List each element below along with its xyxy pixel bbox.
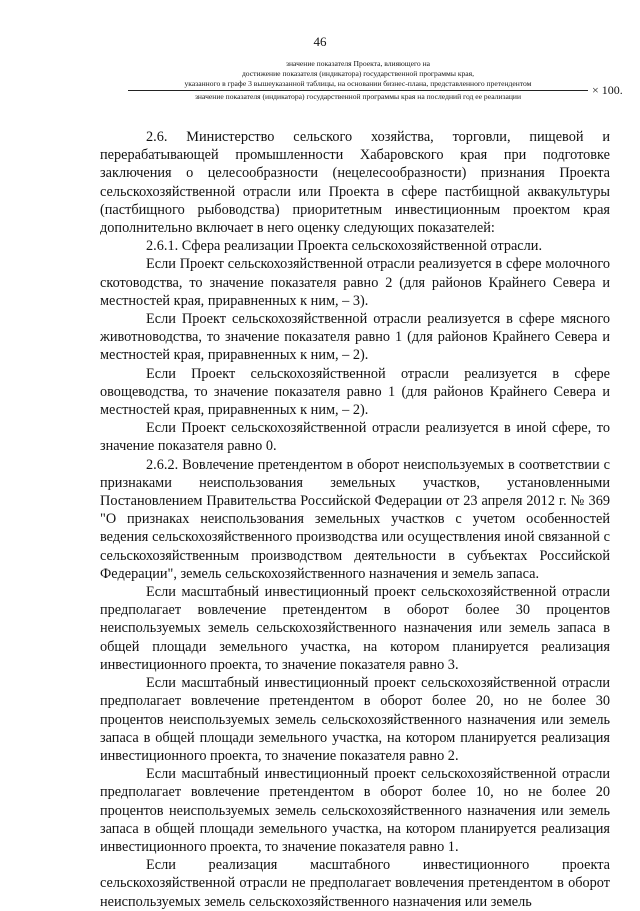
paragraph: 2.6. Министерство сельского хозяйства, торговли, пищевой и перерабатывающей промышленности Хабаровского края при подготовке заключения о целесообразности (нецелесообразности) признания Проекта сельскохозяйственной отрасли или Проекта в сфере пастбищной аквакультуры (пастбищного рыбоводства) приоритетным инвестиционным проектом края дополнительно включает в него оценку следующих показателей: — [100, 129, 610, 237]
paragraph: 2.6.1. Сфера реализации Проекта сельскохозяйственной отрасли. — [146, 238, 543, 255]
formula-numerator-line-3: указанного в графе 3 вышеуказанной таблицы, на основании бизнес-плана, представленного претендентом — [184, 79, 532, 88]
formula-multiplier: × 100. — [592, 83, 623, 97]
paragraph: Если масштабный инвестиционный проект сельскохозяйственной отрасли предполагает вовлечение претендентом в оборот более 30 процентов неиспользуемых земель сельскохозяйственного назначения или земель запаса в общей площади земельного участка, на котором планируется реализация инвестиционного проекта, то значение показателя равно 3. — [100, 584, 610, 673]
paragraph: Если Проект сельскохозяйственной отрасли реализуется в сфере овощеводства, то значение показателя равно 1 (для районов Крайнего Севера и местностей края, приравненных к ним, – 2). — [100, 365, 610, 419]
formula-numerator-line-2: достижение показателя (индикатора) государственной программы края, — [241, 69, 475, 78]
formula-numerator-line-1: значение показателя Проекта, влияющего на — [285, 59, 431, 68]
paragraph: Если Проект сельскохозяйственной отрасли реализуется в сфере молочного скотоводства, то значение показателя равно 2 (для районов Крайнего Севера и местностей края, приравненных к ним, – 3). — [100, 256, 610, 309]
paragraph: Если масштабный инвестиционный проект сельскохозяйственной отрасли предполагает вовлечение претендентом в оборот более 20, но не более 30 процентов неиспользуемых земель сельскохозяйственного назначения или земель запаса в общей площади земельного участка, на котором планируется реализация инвестиционного проекта, то значение показателя равно 2. — [100, 675, 610, 764]
page-number: 46 — [313, 34, 327, 49]
percentage-formula — [128, 59, 588, 102]
formula-denominator: значение показателя (индикатора) государственной программы края на последний год ее реализации — [194, 92, 522, 101]
paragraph: Если Проект сельскохозяйственной отрасли реализуется в иной сфере, то значение показателя равно 0. — [100, 420, 610, 455]
paragraph: Если масштабный инвестиционный проект сельскохозяйственной отрасли предполагает вовлечение претендентом в оборот более 10, но не более 20 процентов неиспользуемых земель сельскохозяйственного назначения или земель запаса в общей площади земельного участка, на котором планируется реализация инвестиционного проекта, то значение показателя равно 1. — [100, 766, 610, 855]
fraction-bar — [128, 90, 588, 91]
paragraph: Если реализация масштабного инвестиционного проекта сельскохозяйственной отрасли не предполагает вовлечения претендентом в оборот неиспользуемых земель сельскохозяйственного назначения или земель — [100, 857, 610, 910]
paragraph: Если Проект сельскохозяйственной отрасли реализуется в сфере мясного животноводства, то значение показателя равно 1 (для районов Крайнего Севера и местностей края, приравненных к ним, – 2). — [100, 311, 610, 364]
document-body — [100, 128, 610, 911]
paragraph: 2.6.2. Вовлечение претендентом в оборот неиспользуемых в соответствии с признаками неиспользования земельных участков, установленными Постановлением Правительства Российской Федерации от 23 апреля 2012 г. № 369 "О признаках неиспользования земельных участков с учетом особенностей ведения сельскохозяйственного производства или осуществления иной связанной с сельскохозяйственным производством деятельности в субъектах Российской Федерации", земель сельскохозяйственного назначения и земель запаса. — [100, 456, 610, 582]
